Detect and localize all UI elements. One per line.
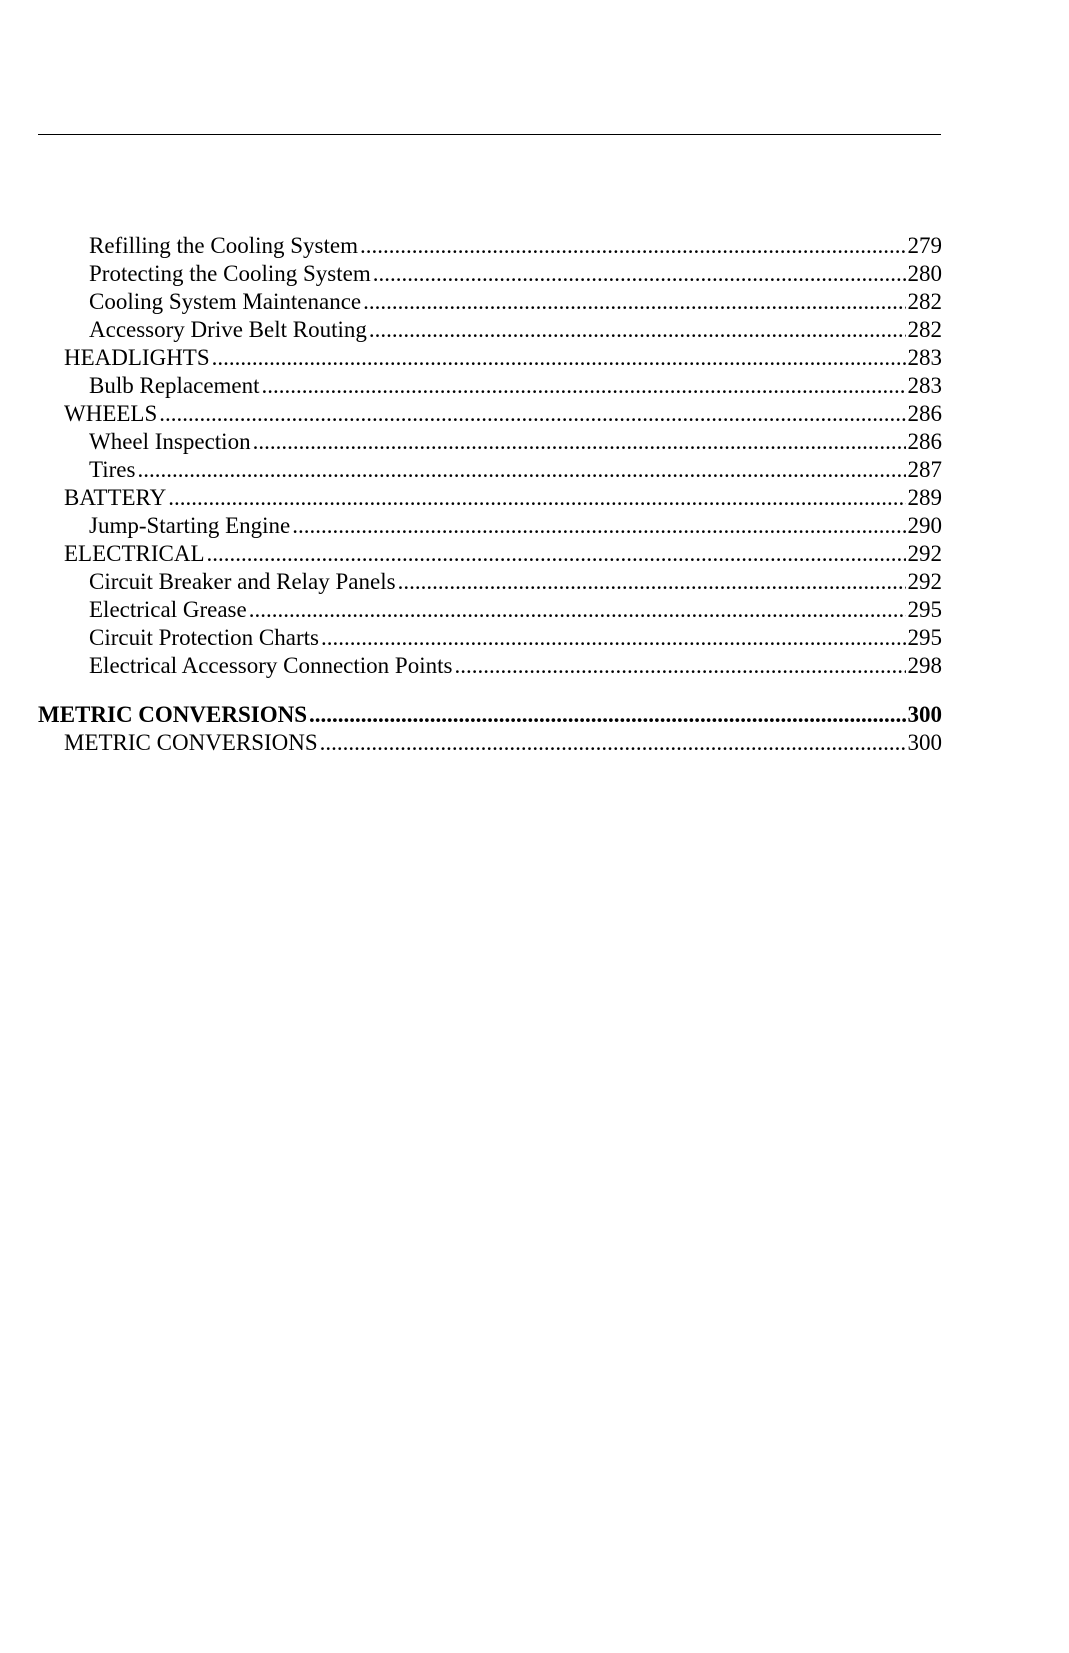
toc-dot-leader <box>454 652 905 680</box>
toc-dot-leader <box>398 568 906 596</box>
toc-entry-page: 300 <box>907 730 942 755</box>
toc-entry-title: Circuit Protection Charts <box>89 625 319 650</box>
toc-entry-title: Protecting the Cooling System <box>89 261 371 286</box>
toc-entry-title: Electrical Grease <box>89 597 247 622</box>
toc-entry[interactable] <box>38 288 942 316</box>
toc-entry[interactable] <box>38 624 942 652</box>
toc-entry-title: Accessory Drive Belt Routing <box>89 317 367 342</box>
toc-entry-page: 287 <box>907 457 942 482</box>
toc-entry-title: BATTERY <box>64 485 167 510</box>
toc-entry-title: ELECTRICAL <box>64 541 205 566</box>
toc-entry-title: Jump-Starting Engine <box>89 513 291 538</box>
toc-entry[interactable] <box>38 232 942 260</box>
toc-entry-page: 292 <box>907 541 942 566</box>
toc-dot-leader <box>212 344 906 372</box>
toc-entry[interactable] <box>38 729 942 757</box>
toc-entry-title: WHEELS <box>64 401 158 426</box>
toc-entry-title: HEADLIGHTS <box>64 345 210 370</box>
toc-dot-leader <box>137 456 905 484</box>
table-of-contents <box>38 232 942 757</box>
toc-dot-leader <box>168 484 905 512</box>
toc-dot-leader <box>262 372 906 400</box>
toc-entry-page: 280 <box>907 261 942 286</box>
toc-entry-page: 295 <box>907 597 942 622</box>
toc-dot-leader <box>159 400 905 428</box>
toc-entry-page: 282 <box>907 317 942 342</box>
toc-entry[interactable] <box>38 316 942 344</box>
toc-entry-page: 300 <box>907 702 942 727</box>
toc-entry-title: Bulb Replacement <box>89 373 260 398</box>
toc-entry-page: 295 <box>907 625 942 650</box>
toc-dot-leader <box>363 288 905 316</box>
toc-entry-title: Electrical Accessory Connection Points <box>89 653 453 678</box>
toc-entry-title: Cooling System Maintenance <box>89 289 362 314</box>
toc-entry-page: 290 <box>907 513 942 538</box>
header-rule <box>38 134 941 135</box>
toc-entry-page: 289 <box>907 485 942 510</box>
toc-entry-title: Wheel Inspection <box>89 429 251 454</box>
toc-entry[interactable] <box>38 596 942 624</box>
toc-entry[interactable] <box>38 400 942 428</box>
toc-dot-leader <box>373 260 906 288</box>
toc-entry-page: 283 <box>907 345 942 370</box>
toc-entry-page: 298 <box>907 653 942 678</box>
toc-entry-page: 282 <box>907 289 942 314</box>
toc-entry[interactable] <box>38 540 942 568</box>
toc-entry-title: Tires <box>89 457 136 482</box>
toc-entry-page: 279 <box>907 233 942 258</box>
toc-entry[interactable] <box>38 701 942 729</box>
toc-entry-title: Circuit Breaker and Relay Panels <box>89 569 396 594</box>
toc-entry[interactable] <box>38 652 942 680</box>
toc-dot-leader <box>309 701 905 729</box>
toc-entry[interactable] <box>38 372 942 400</box>
toc-entry[interactable] <box>38 344 942 372</box>
toc-entry[interactable] <box>38 260 942 288</box>
toc-dot-leader <box>249 596 906 624</box>
toc-entry[interactable] <box>38 484 942 512</box>
toc-dot-leader <box>369 316 906 344</box>
toc-entry-page: 292 <box>907 569 942 594</box>
toc-entry-page: 286 <box>907 401 942 426</box>
toc-dot-leader <box>253 428 906 456</box>
toc-entry[interactable] <box>38 568 942 596</box>
toc-dot-leader <box>360 232 906 260</box>
toc-entry-page: 286 <box>907 429 942 454</box>
toc-dot-leader <box>292 512 905 540</box>
toc-entry-page: 283 <box>907 373 942 398</box>
toc-entry-title: Refilling the Cooling System <box>89 233 358 258</box>
toc-entry-title: METRIC CONVERSIONS <box>38 702 308 727</box>
toc-dot-leader <box>320 729 906 757</box>
toc-entry[interactable] <box>38 456 942 484</box>
toc-dot-leader <box>321 624 906 652</box>
toc-entry-title: METRIC CONVERSIONS <box>64 730 318 755</box>
toc-entry[interactable] <box>38 512 942 540</box>
toc-dot-leader <box>207 540 906 568</box>
toc-entry[interactable] <box>38 428 942 456</box>
